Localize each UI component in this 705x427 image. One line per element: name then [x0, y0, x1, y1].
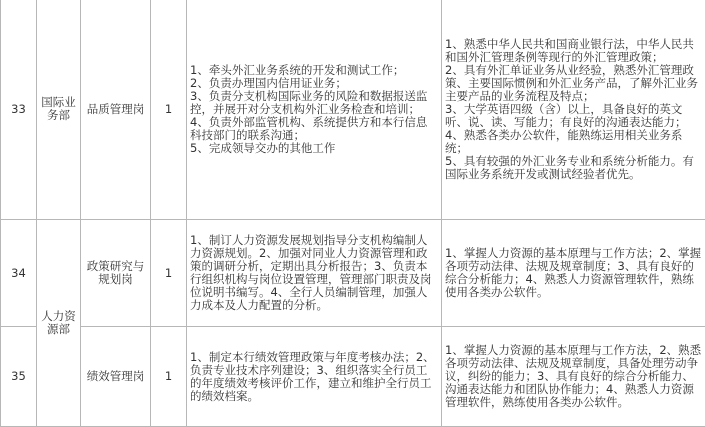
requirement-item: 1、掌握人力资源的基本原理与工作方法，2、熟悉各项劳动法律、法规及规章制度，具备处理劳动争议，纠纷的能力；3、具有良好的综合分析能力、沟通表达能力和团队协作能力；4、熟悉人力资源管理软件，熟练使用各类办公软件。	[445, 344, 702, 409]
row-number: 35	[1, 327, 37, 427]
duty-item: 1、制定本行绩效管理政策与年度考核办法；2、负责专业技术序列建设；3、组织落实全行员工的年度绩效考核评价工作，建立和维护全行员工的绩效档案。	[190, 351, 438, 403]
requirement-item: 2、具有外汇单证业务从业经验，熟悉外汇管理政策、主要国际惯例和外汇业务产品，了解外汇业务主要产品的业务流程及特点；	[445, 64, 702, 103]
duty-item: 1、牵头外汇业务系统的开发和测试工作；	[190, 64, 438, 77]
requirement-item: 5、具有较强的外汇业务专业和系统分析能力。有国际业务系统开发或测试经验者优先。	[445, 155, 702, 181]
department-cell: 国际业务部	[37, 0, 81, 220]
duty-item: 3、负责分支机构国际业务的风险和数据报送监控，并展开对分支机构外汇业务检查和培训；	[190, 90, 438, 116]
duty-item: 5、完成领导交办的其他工作	[190, 142, 438, 155]
requirements-cell	[442, 220, 705, 327]
duty-item: 2、负责办理国内信用证业务；	[190, 77, 438, 90]
position-cell: 绩效管理岗	[81, 327, 151, 427]
duty-item: 4、负责外部监管机构、系统提供方和本行信息科技部门的联系沟通；	[190, 116, 438, 142]
requirement-item: 4、熟悉各类办公软件，能熟练运用相关业务系统；	[445, 129, 702, 155]
headcount-cell: 1	[151, 0, 187, 220]
duties-cell	[187, 0, 442, 220]
duties-cell	[187, 220, 442, 327]
position-cell: 品质管理岗	[81, 0, 151, 220]
requirements-cell	[442, 0, 705, 220]
requirement-item: 1、熟悉中华人民共和国商业银行法，中华人民共和国外汇管理条例等现行的外汇管理政策；	[445, 38, 702, 64]
headcount-cell: 1	[151, 220, 187, 327]
table-row	[1, 220, 705, 327]
position-cell: 政策研究与规划岗	[81, 220, 151, 327]
row-number: 34	[1, 220, 37, 327]
headcount-cell: 1	[151, 327, 187, 427]
requirements-cell	[442, 327, 705, 427]
requirement-item: 3、大学英语四级（含）以上，具备良好的英文听、说、读、写能力；有良好的沟通表达能力；	[445, 103, 702, 129]
department-cell: 人力资源部	[37, 220, 81, 427]
row-number: 33	[1, 0, 37, 220]
requirement-item: 1、掌握人力资源的基本原理与工作方法；2、掌握各项劳动法律、法规及规章制度；3、具有良好的综合分析能力；4、熟悉人力资源管理软件，熟练使用各类办公软件。	[445, 247, 702, 299]
table-row	[1, 0, 705, 220]
duty-item: 1、制订人力资源发展规划指导分支机构编制人力资源规划。2、加强对同业人力资源管理和政策的调研分析，定期出具分析报告；3、负责本行组织机构与岗位设置管理，管理部门职责及岗位说明书编写。4、全行人员编制管理，加强人力成本及人力配置的分析。	[190, 234, 438, 312]
duties-cell	[187, 327, 442, 427]
table-row	[1, 327, 705, 427]
